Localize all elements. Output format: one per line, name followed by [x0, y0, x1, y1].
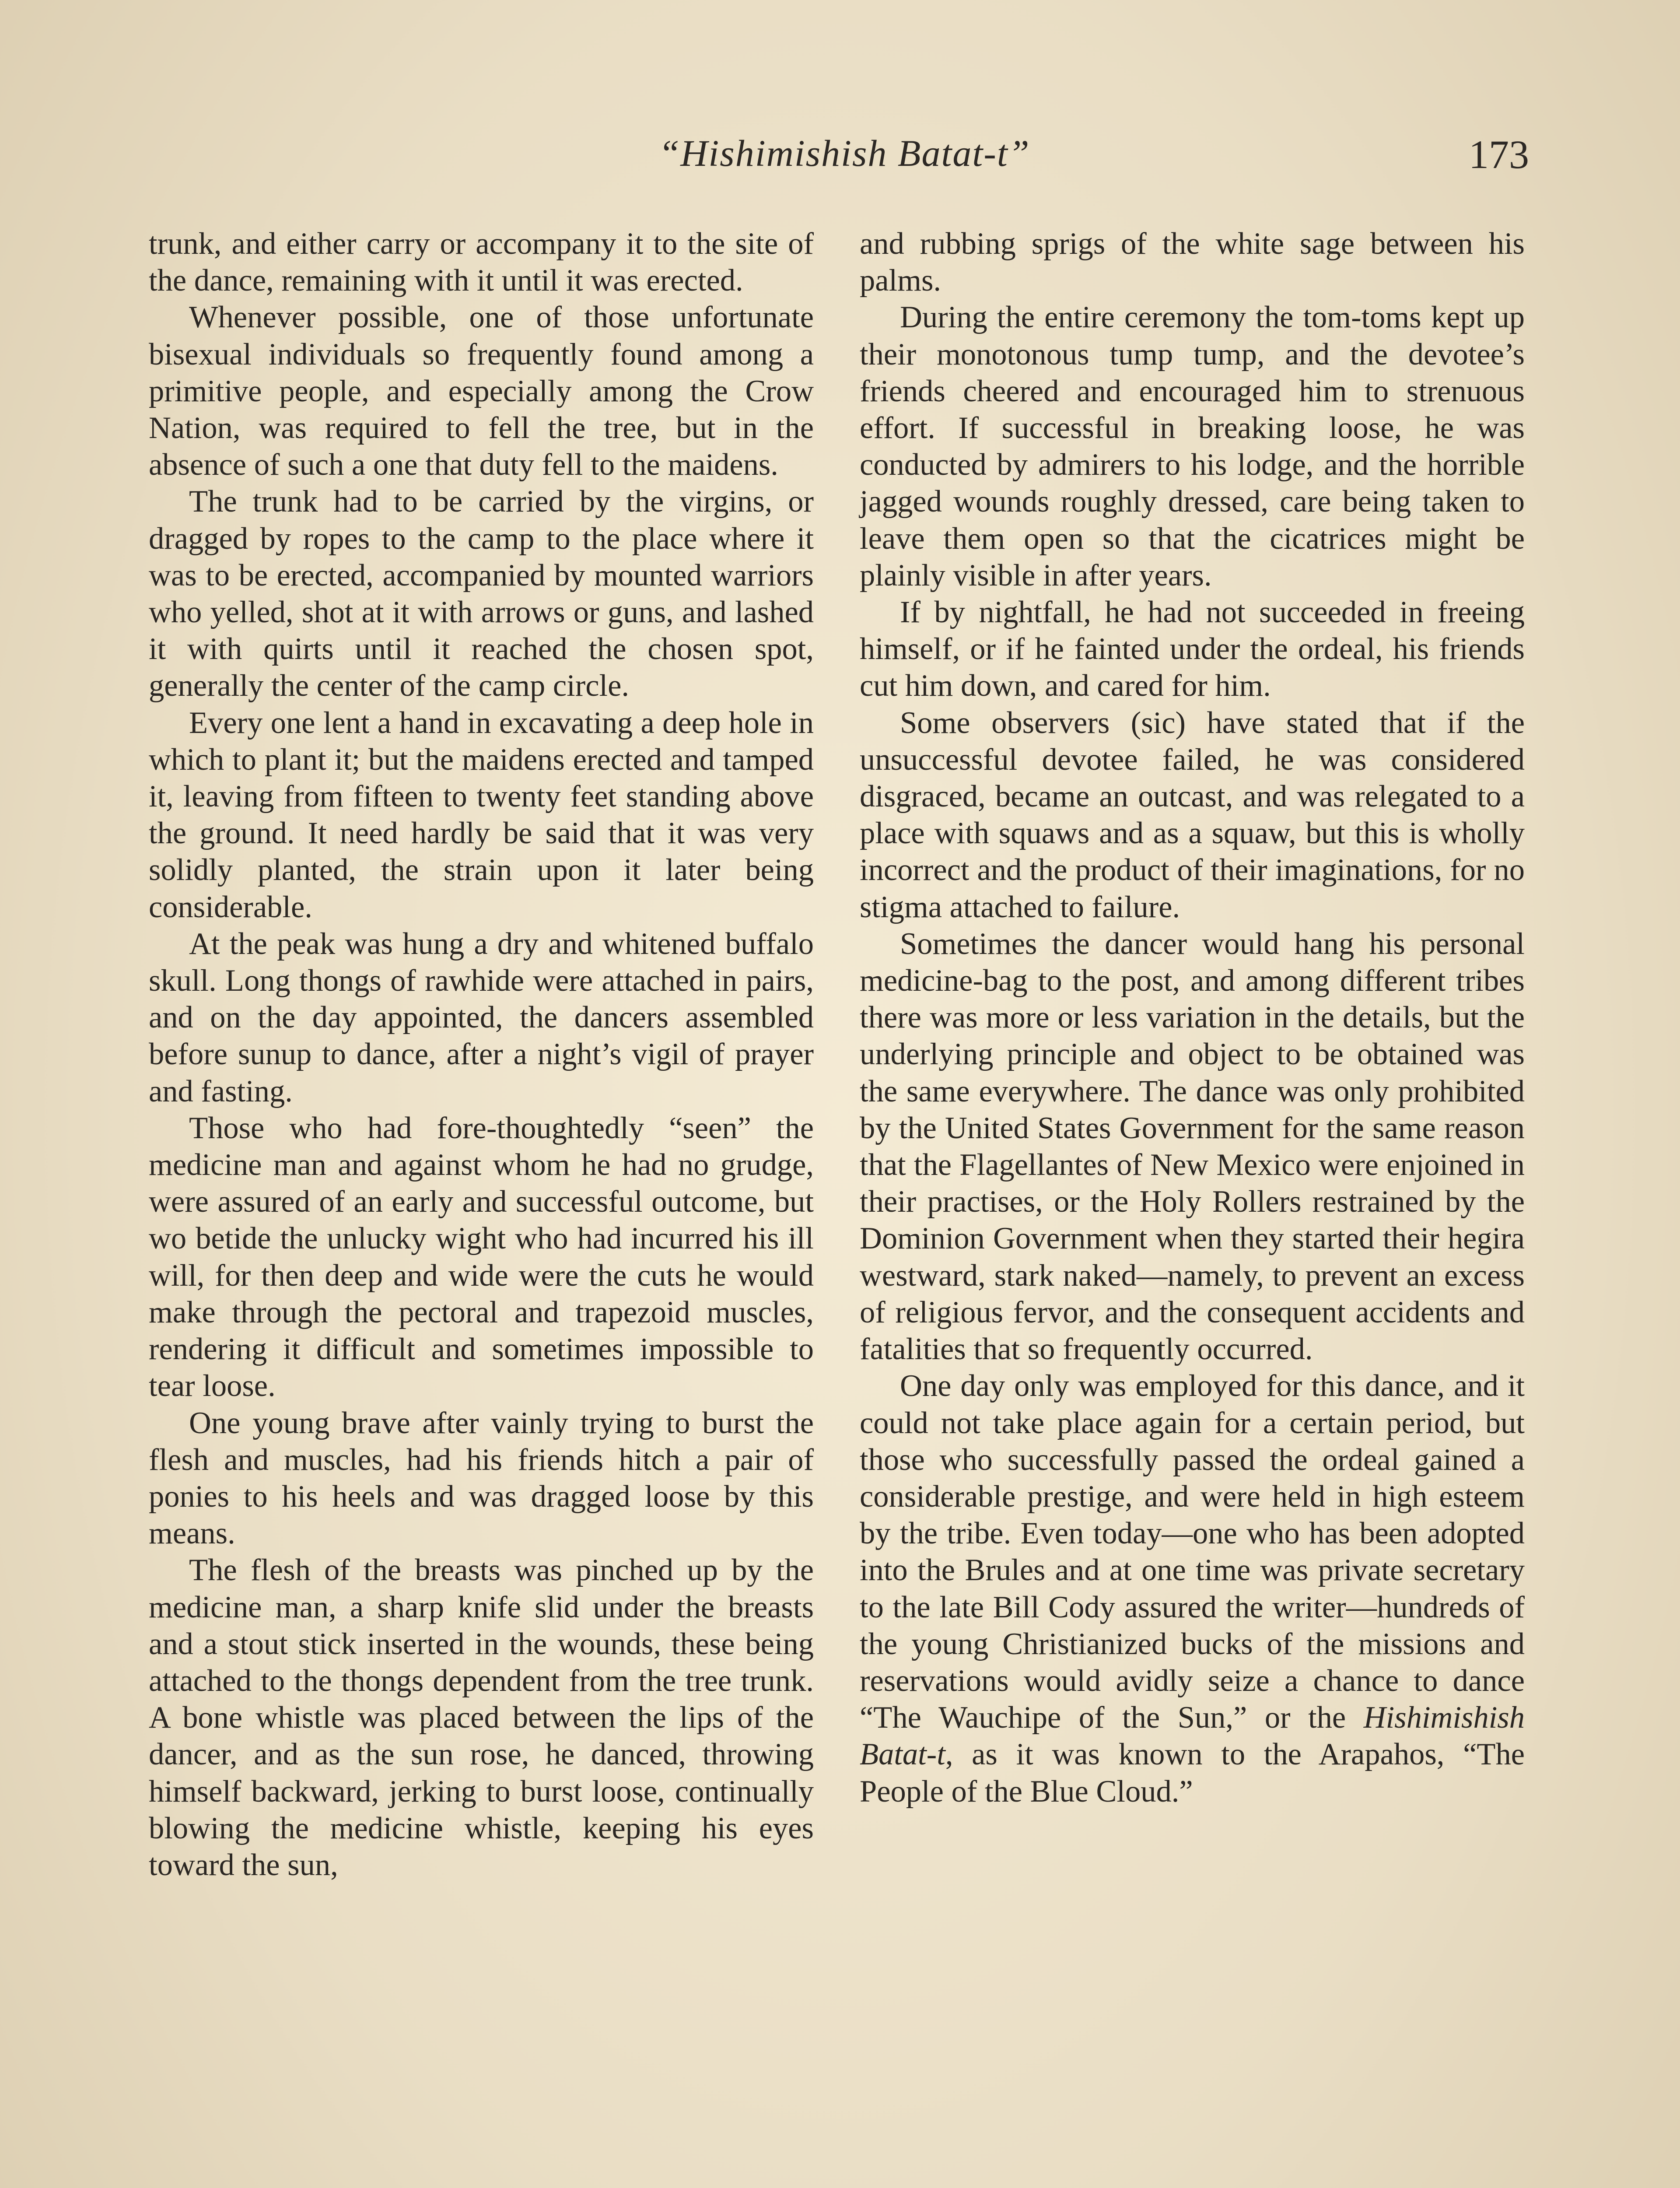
- paragraph: If by nightfall, he had not succeeded in freeing himself, or if he fainted under the ordeal, his friends cut him down, and cared for him.: [860, 595, 1525, 703]
- right-column: [860, 225, 1525, 1810]
- italic-title: Hishimishish Batat-t: [860, 1701, 1525, 1772]
- paragraph: At the peak was hung a dry and whitened buffalo skull. Long thongs of rawhide were attached in pairs, and on the day appointed, the dancers assembled before sunup to dance, after a night’s vigil of prayer and fasting.: [149, 926, 814, 1108]
- paragraph: trunk, and either carry or accompany it to the site of the dance, remaining with it until it was erected.: [149, 227, 814, 298]
- paragraph-text: One day only was employed for this dance, and it could not take place again for a certain period, but those who successfully passed the ordeal gained a considerable prestige, and were held in high esteem by the tribe. Even today—one who has been adopted into the Brules and at one time was private secretary to the late Bill Cody assured the writer—hundreds of the young Christianized bucks of the missions and reservations would avidly seize a chance to dance “The Wauchipe of the Sun,” or the: [860, 1369, 1525, 1735]
- paragraph: Some observers (sic) have stated that if the unsuccessful devotee failed, he was considered disgraced, became an outcast, and was relegated to a place with squaws and as a squaw, but this is wholly incorrect and the product of their imaginations, for no stigma attached to failure.: [860, 705, 1525, 924]
- paragraph-text: , as it was known to the Arapahos, “The People of the Blue Cloud.”: [860, 1737, 1525, 1809]
- running-title: “Hishimishish Batat-t”: [658, 132, 1030, 174]
- paragraph: The flesh of the breasts was pinched up by the medicine man, a sharp knife slid under the breasts and a stout stick inserted in the wounds, these being attached to the thongs dependent from the tree trunk. A bone whistle was placed between the lips of the dancer, and as the sun rose, he danced, throwing himself backward, jerking to burst loose, continually blowing the medicine whistle, keeping his eyes toward the sun,: [149, 1553, 814, 1882]
- paragraph: The trunk had to be carried by the virgins, or dragged by ropes to the camp to the place where it was to be erected, accompanied by mounted warriors who yelled, shot at it with arrows or guns, and lashed it with quirts until it reached the chosen spot, generally the center of the camp circle.: [149, 484, 814, 703]
- paragraph: Sometimes the dancer would hang his personal medicine-bag to the post, and among different tribes there was more or less variation in the details, but the underlying principle and object to be obtained was the same everywhere. The dance was only prohibited by the United States Government for the same reason that the Flagellantes of New Mexico were enjoined in their practises, or the Holy Rollers restrained by the Dominion Government when they started their hegira westward, stark naked—namely, to prevent an excess of religious fervor, and the consequent accidents and fatalities that so frequently occurred.: [860, 926, 1525, 1367]
- paragraph: Those who had fore-thoughtedly “seen” the medicine man and against whom he had no grudge, were assured of an early and successful outcome, but wo betide the unlucky wight who had incurred his ill will, for then deep and wide were the cuts he would make through the pectoral and trapezoid muscles, rendering it difficult and sometimes impossible to tear loose.: [149, 1111, 814, 1403]
- paragraph: During the entire ceremony the tom-toms kept up their monotonous tump tump, and the devotee’s friends cheered and encouraged him to strenuous effort. If successful in breaking loose, he was conducted by admirers to his lodge, and the horrible jagged wounds roughly dressed, care being taken to leave them open so that the cicatrices might be plainly visible in after years.: [860, 300, 1525, 593]
- paragraph: One young brave after vainly trying to burst the flesh and muscles, had his friends hitch a pair of ponies to his heels and was dragged loose by this means.: [149, 1406, 814, 1551]
- paragraph-final: [860, 1368, 1525, 1809]
- paragraph: and rubbing sprigs of the white sage between his palms.: [860, 227, 1525, 298]
- paragraph: Whenever possible, one of those unfortunate bisexual individuals so frequently found among a primitive people, and especially among the Crow Nation, was required to fell the tree, but in the absence of such a one that duty fell to the maidens.: [149, 300, 814, 482]
- left-column: [149, 225, 814, 1883]
- paragraph: Every one lent a hand in excavating a deep hole in which to plant it; but the maidens erected and tamped it, leaving from fifteen to twenty feet standing above the ground. It need hardly be said that it was very solidly planted, the strain upon it later being considerable.: [149, 705, 814, 924]
- page-number: 173: [1469, 132, 1529, 177]
